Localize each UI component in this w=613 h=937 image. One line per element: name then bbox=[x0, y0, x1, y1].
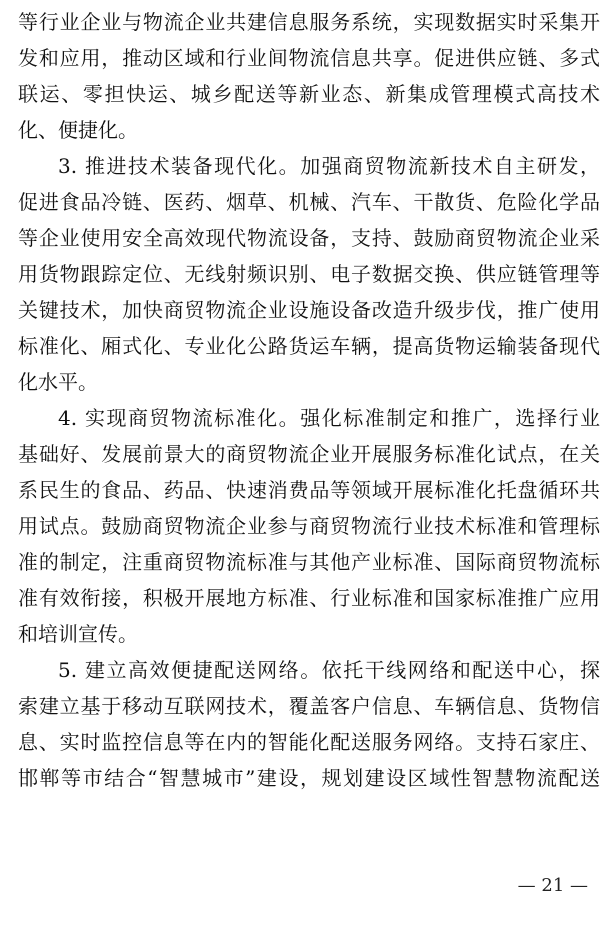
text-line: 联运、零担快运、城乡配送等新业态、新集成管理模式高技术 bbox=[18, 82, 600, 106]
text-line: 化水平。 bbox=[18, 370, 98, 394]
text-line: 索建立基于移动互联网技术，覆盖客户信息、车辆信息、货物信 bbox=[18, 694, 600, 718]
text-line: 等行业企业与物流企业共建信息服务系统，实现数据实时采集开 bbox=[18, 10, 600, 34]
page-number: — 21 — bbox=[517, 875, 588, 896]
text-line: 发和应用，推动区域和行业间物流信息共享。促进供应链、多式 bbox=[18, 46, 600, 70]
paragraph-standardization bbox=[18, 400, 600, 652]
text-line: 5. 建立高效便捷配送网络。依托干线网络和配送中心，探 bbox=[58, 658, 600, 682]
text-line: 标准化、厢式化、专业化公路货运车辆，提高货物运输装备现代 bbox=[18, 334, 600, 358]
text-line: 4. 实现商贸物流标准化。强化标准制定和推广，选择行业 bbox=[58, 406, 600, 430]
body-text bbox=[18, 4, 600, 796]
paragraph-continuation bbox=[18, 4, 600, 148]
text-line: 和培训宣传。 bbox=[18, 622, 138, 646]
text-line: 准有效衔接，积极开展地方标准、行业标准和国家标准推广应用 bbox=[18, 586, 600, 610]
text-line: 用货物跟踪定位、无线射频识别、电子数据交换、供应链管理等 bbox=[18, 262, 600, 286]
text-line: 邯郸等市结合“智慧城市”建设，规划建设区域性智慧物流配送 bbox=[18, 766, 600, 790]
text-line: 息、实时监控信息等在内的智能化配送服务网络。支持石家庄、 bbox=[18, 730, 600, 754]
text-line: 3. 推进技术装备现代化。加强商贸物流新技术自主研发， bbox=[58, 154, 600, 178]
text-line: 促进食品冷链、医药、烟草、机械、汽车、干散货、危险化学品 bbox=[18, 190, 600, 214]
text-line: 化、便捷化。 bbox=[18, 118, 138, 142]
text-line: 准的制定，注重商贸物流标准与其他产业标准、国际商贸物流标 bbox=[18, 550, 600, 574]
text-line: 等企业使用安全高效现代物流设备，支持、鼓励商贸物流企业采 bbox=[18, 226, 600, 250]
paragraph-delivery-network bbox=[18, 652, 600, 796]
text-line: 基础好、发展前景大的商贸物流企业开展服务标准化试点，在关 bbox=[18, 442, 600, 466]
text-line: 系民生的食品、药品、快速消费品等领域开展标准化托盘循环共 bbox=[18, 478, 600, 502]
text-line: 关键技术，加快商贸物流企业设施设备改造升级步伐，推广使用 bbox=[18, 298, 600, 322]
paragraph-technical-equipment bbox=[18, 148, 600, 400]
text-line: 用试点。鼓励商贸物流企业参与商贸物流行业技术标准和管理标 bbox=[18, 514, 600, 538]
